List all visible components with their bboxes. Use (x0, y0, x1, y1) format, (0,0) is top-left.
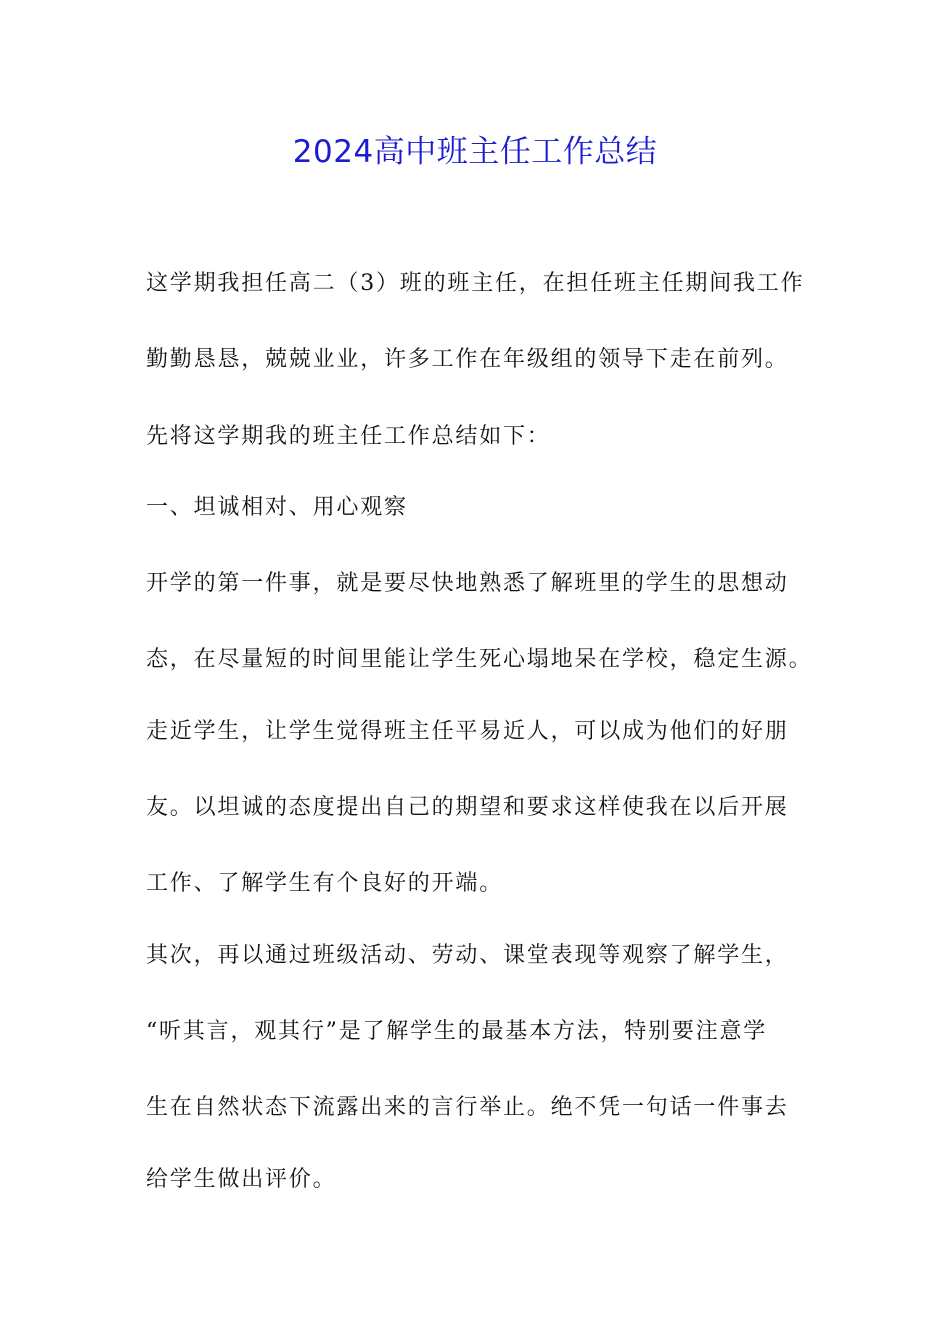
paragraph-line-12: 生在自然状态下流露出来的言行举止。绝不凭一句话一件事去 (146, 1095, 789, 1120)
paragraph-line-6: 态，在尽量短的时间里能让学生死心塌地呆在学校，稳定生源。 (146, 647, 813, 672)
paragraph-line-10: 其次，再以通过班级活动、劳动、课堂表现等观察了解学生， (146, 943, 789, 968)
paragraph-line-5: 开学的第一件事，就是要尽快地熟悉了解班里的学生的思想动 (146, 571, 789, 596)
paragraph-line-9: 工作、了解学生有个良好的开端。 (146, 871, 504, 896)
document-title: 2024高中班主任工作总结 (292, 134, 658, 170)
paragraph-line-3: 先将这学期我的班主任工作总结如下： (146, 424, 551, 449)
paragraph-line-7: 走近学生，让学生觉得班主任平易近人，可以成为他们的好朋 (146, 719, 789, 744)
paragraph-line-2: 勤勤恳恳，兢兢业业，许多工作在年级组的领导下走在前列。 (146, 347, 789, 372)
paragraph-line-8: 友。以坦诚的态度提出自己的期望和要求这样使我在以后开展 (146, 795, 789, 820)
paragraph-line-13: 给学生做出评价。 (146, 1167, 337, 1192)
paragraph-line-1: 这学期我担任高二（3）班的班主任，在担任班主任期间我工作 (146, 271, 805, 296)
section-heading-1: 一、坦诚相对、用心观察 (146, 495, 408, 520)
paragraph-line-11: “听其言，观其行”是了解学生的最基本方法，特别要注意学 (146, 1019, 768, 1044)
